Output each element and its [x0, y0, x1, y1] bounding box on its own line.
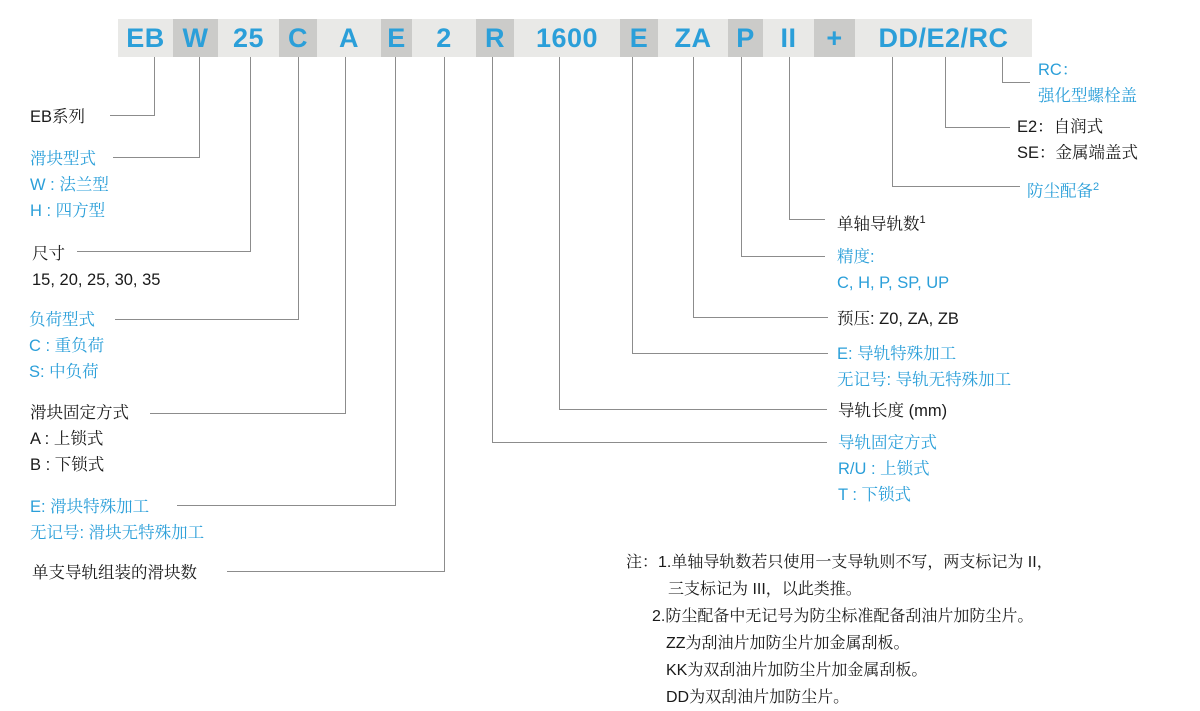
label-rc-desc: 强化型螺栓盖 — [1038, 87, 1137, 105]
label-rail-special — [837, 341, 1011, 393]
label-slider-type-h: H : 四方型 — [30, 202, 106, 220]
connector-rail-count — [789, 57, 825, 220]
label-precision — [837, 244, 949, 296]
label-slider-type — [30, 146, 109, 224]
label-load-type-title: 负荷型式 — [29, 311, 95, 329]
label-block-special-e: E: 滑块特殊加工 — [30, 498, 150, 516]
label-preload — [837, 306, 959, 332]
code-segment-rail-count: II — [763, 19, 814, 57]
label-size — [32, 241, 160, 293]
code-segment-plus: + — [814, 19, 855, 57]
label-blocks-per-rail-text: 单支导轨组装的滑块数 — [32, 564, 197, 582]
label-load-type-s: S: 中负荷 — [29, 363, 99, 381]
label-rail-fixing-ru: R/U : 上锁式 — [838, 460, 930, 478]
code-segment-block-fixing: A — [317, 19, 381, 57]
label-blocks-per-rail — [32, 560, 197, 586]
label-precision-title: 精度: — [837, 248, 875, 266]
footnote-2-line-2: ZZ为刮油片加防尘片加金属刮板。 — [666, 635, 910, 652]
label-rail-fixing-t: T : 下锁式 — [838, 486, 912, 504]
footnotes — [626, 549, 1053, 711]
label-rail-fixing — [838, 430, 937, 508]
label-rail-length-text: 导轨长度 (mm) — [838, 402, 948, 420]
code-segment-rail-special: E — [620, 19, 658, 57]
code-segment-block-count: 2 — [412, 19, 476, 57]
label-precision-grades: C, H, P, SP, UP — [837, 274, 950, 292]
code-segment-options: DD/E2/RC — [855, 19, 1032, 57]
label-rail-length — [838, 398, 947, 424]
label-block-fixing-title: 滑块固定方式 — [30, 404, 129, 422]
code-segment-block-special: E — [381, 19, 412, 57]
label-se-desc: SE：金属端盖式 — [1017, 144, 1139, 162]
footnote-2-line-3: KK为双刮油片加防尘片加金属刮板。 — [666, 662, 928, 679]
label-e2-desc: E2：自润式 — [1017, 118, 1104, 136]
label-eb-series-text: EB系列 — [30, 108, 86, 126]
label-rail-count-footnote-ref: 1 — [919, 214, 926, 226]
footnote-1-line-1: 1.单轴导轨数若只使用一支导轨则不写，两支标记为 II， — [658, 554, 1053, 571]
label-preload-text: 预压: Z0, ZA, ZB — [837, 310, 959, 328]
label-block-fixing — [30, 400, 129, 478]
code-segment-preload: ZA — [658, 19, 728, 57]
connector-rc — [1002, 57, 1030, 83]
label-dust-proof-footnote-ref: 2 — [1093, 181, 1100, 193]
label-rail-count-text: 单轴导轨数 — [837, 215, 920, 234]
label-e2-se — [1017, 114, 1138, 166]
label-block-fixing-b: B : 下锁式 — [30, 456, 105, 474]
footnotes-prefix: 注： — [626, 554, 659, 571]
label-rail-count — [837, 207, 926, 238]
label-size-values: 15, 20, 25, 30, 35 — [32, 271, 161, 289]
label-rail-special-none: 无记号: 导轨无特殊加工 — [837, 371, 1012, 389]
code-segment-size: 25 — [218, 19, 279, 57]
code-segment-series: EB — [118, 19, 173, 57]
footnote-2-line-4: DD为双刮油片加防尘片。 — [666, 689, 850, 706]
label-rail-fixing-title: 导轨固定方式 — [838, 434, 937, 452]
code-segment-slider-type: W — [173, 19, 218, 57]
code-segment-rail-length: 1600 — [514, 19, 620, 57]
label-slider-type-title: 滑块型式 — [30, 150, 96, 168]
label-rc — [1038, 57, 1137, 109]
label-size-title: 尺寸 — [32, 245, 65, 263]
connector-e2-se — [945, 57, 1010, 128]
label-rc-code: RC： — [1038, 61, 1079, 79]
label-block-special — [30, 494, 204, 546]
label-dust-proof — [1027, 174, 1099, 205]
footnote-1-line-2: 三支标记为 III，以此类推。 — [668, 581, 862, 598]
code-segment-precision: P — [728, 19, 763, 57]
label-rail-special-e: E: 导轨特殊加工 — [837, 345, 957, 363]
label-load-type-c: C : 重负荷 — [29, 337, 105, 355]
model-code-row — [118, 19, 1032, 57]
label-load-type — [29, 307, 104, 385]
connector-blocks-per-rail — [227, 57, 445, 572]
code-segment-load: C — [279, 19, 317, 57]
label-block-special-none: 无记号: 滑块无特殊加工 — [30, 524, 205, 542]
label-block-fixing-a: A : 上锁式 — [30, 430, 104, 448]
label-eb-series — [30, 104, 85, 130]
footnote-2-line-1: 2.防尘配备中无记号为防尘标准配备刮油片加防尘片。 — [652, 608, 1034, 625]
label-dust-proof-text: 防尘配备 — [1027, 182, 1093, 201]
code-segment-rail-fixing: R — [476, 19, 514, 57]
label-slider-type-w: W : 法兰型 — [30, 176, 109, 194]
